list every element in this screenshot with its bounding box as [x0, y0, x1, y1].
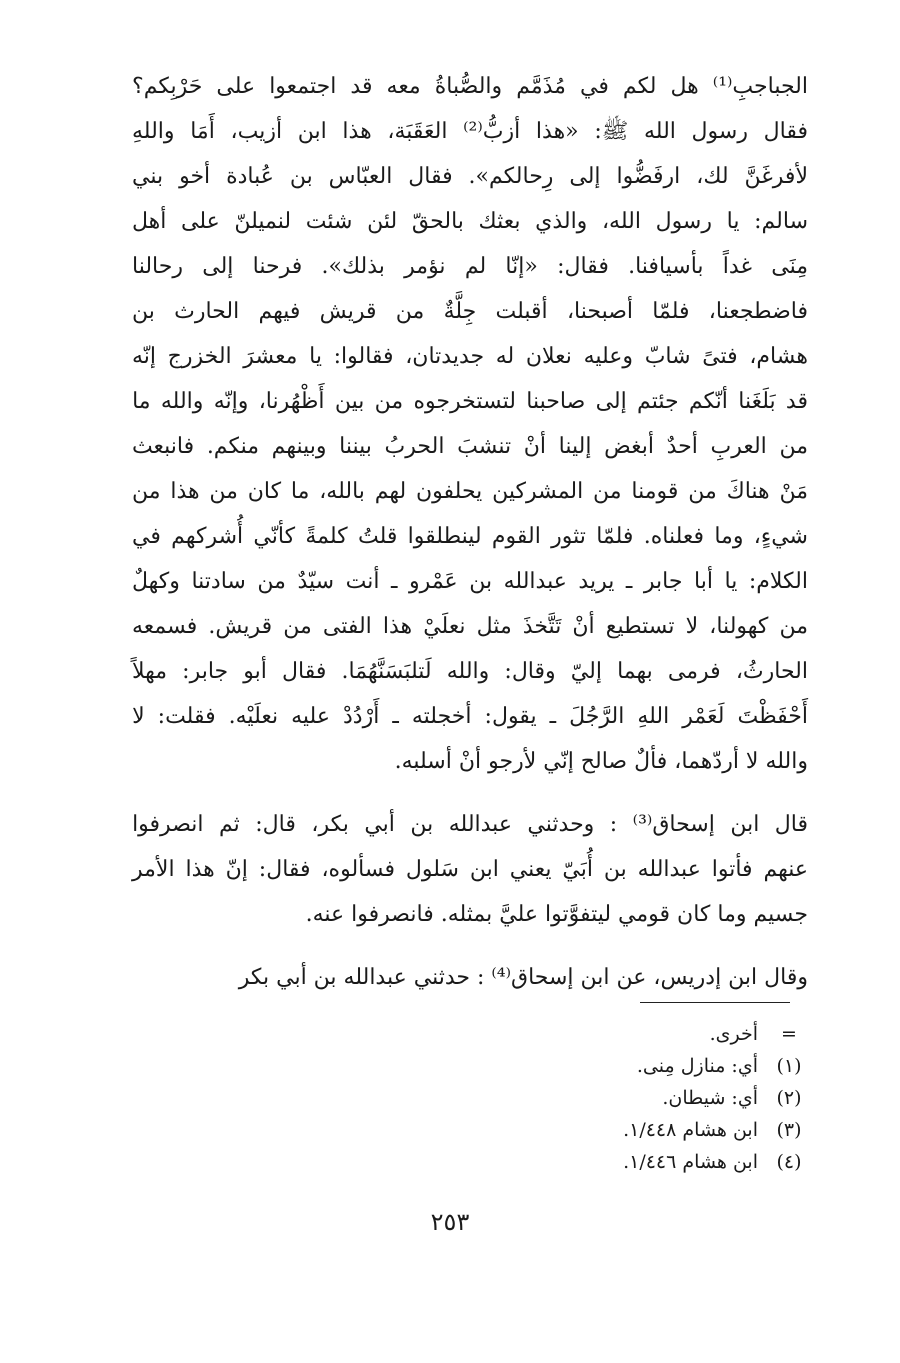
footnote-text: أي: منازل مِنى.	[636, 1055, 758, 1077]
text-line: قال ابن إسحاق⁽³⁾ : وحدثني عبدالله بن أبي بكر، قال: ثم انصرفوا	[132, 812, 808, 837]
footnote-number: (٢)	[776, 1087, 802, 1109]
footnote-number: =	[781, 1023, 797, 1045]
text-line: مَنْ هناكَ من قومنا من المشركين يحلفون لهم بالله، ما كان من هذا من	[131, 479, 808, 504]
text-line: الكلام: يا أبا جابر ـ يريد عبدالله بن عَمْرو ـ أنت سيّدٌ من سادتنا وكهلٌ	[132, 569, 808, 594]
footnote-item	[420, 1050, 812, 1082]
text-line: فقال رسول الله ﷺ: «هذا أزبُّ⁽²⁾ العَقَبَة، هذا ابن أزيب، أَمَا واللهِ	[132, 119, 808, 144]
text-line: من كهولنا، لا تستطيع أنْ تَتَّخذَ مثل نعلَيْ هذا الفتى من قريش. فسمعه	[131, 614, 808, 639]
footnote-text: أخرى.	[709, 1023, 758, 1045]
paragraph-gap	[132, 784, 808, 802]
footnote-number: (٣)	[776, 1119, 802, 1141]
paragraph	[132, 955, 808, 1000]
paragraph-gap	[132, 937, 808, 955]
footnote-item	[420, 1082, 812, 1114]
footnote-text: ابن هشام ١/٤٤٦.	[623, 1151, 758, 1173]
text-line: أَحْفَظْتَ لَعَمْر اللهِ الرَّجُلَ ـ يقول: أخجلته ـ أَرْدُدْ عليه نعلَيْه. فقلت: لا	[132, 704, 808, 729]
footnote-divider	[640, 1002, 790, 1003]
text-line: مِنَى غداً بأسيافنا. فقال: «إنّا لم نؤمر بذلك». فرحنا إلى رحالنا	[132, 254, 808, 279]
text-line: عنهم فأتوا عبدالله بن أُبَيّ يعني ابن سَلول فسألوه، فقال: إنّ هذا الأمر	[131, 857, 808, 882]
text-line: هشام، فتىً شابّ وعليه نعلان له جديدتان، فقالوا: يا معشرَ الخزرج إنّه	[131, 344, 808, 369]
footnotes	[420, 1018, 812, 1178]
footnote-item	[420, 1114, 812, 1146]
footnote-text: ابن هشام ١/٤٤٨.	[623, 1119, 758, 1141]
footnote-item	[420, 1146, 812, 1178]
text-line: الجباجبِ⁽¹⁾ هل لكم في مُذَمَّم والصُّباةُ معه قد اجتمعوا على حَرْبِكم؟	[132, 74, 808, 99]
page-number: ٢٥٣	[430, 1208, 470, 1236]
text-line: شيءٍ، وما فعلناه. فلمّا تثور القوم لينطلقوا قلتُ كلمةً كأنّي أُشركهم في	[132, 524, 808, 549]
text-line: لأفرغَنَّ لك، ارفَضُّوا إلى رِحالكم». فقال العبّاس بن عُبادة أخو بني	[132, 164, 808, 189]
footnote-number: (١)	[776, 1055, 802, 1077]
text-line: قد بَلَغَنا أنّكم جئتم إلى صاحبنا لتستخرجوه من بين أَظْهُرنا، وإنّه والله ما	[132, 389, 808, 414]
text-line: وقال ابن إدريس، عن ابن إسحاق⁽⁴⁾ : حدثني عبدالله بن أبي بكر	[238, 965, 808, 990]
text-line: من العربِ أحدٌ أبغض إلينا أنْ تنشبَ الحربُ بيننا وبينهم منكم. فانبعث	[131, 434, 808, 459]
footnote-item	[420, 1018, 812, 1050]
text-line: جسيم وما كان قومي ليتفوَّتوا عليَّ بمثله. فانصرفوا عنه.	[305, 902, 808, 927]
main-text	[132, 64, 808, 1000]
paragraph	[132, 64, 808, 784]
text-line: الحارثُ، فرمى بهما إليّ وقال: والله لَتلبَسَنَّهُمَا. فقال أبو جابر: مهلاً	[131, 659, 808, 684]
footnote-text: أي: شيطان.	[662, 1087, 758, 1109]
text-line: والله لا أردّهما، فألٌ صالح إنّي لأرجو أنْ أسلبه.	[394, 749, 808, 774]
paragraph	[132, 802, 808, 937]
footnote-number: (٤)	[776, 1151, 802, 1173]
text-line: فاضطجعنا، فلمّا أصبحنا، أقبلت جِلَّةٌ من قريش فيهم الحارث بن	[131, 299, 808, 324]
text-line: سالم: يا رسول الله، والذي بعثك بالحقّ لئن شئت لنميلنّ على أهل	[131, 209, 808, 234]
